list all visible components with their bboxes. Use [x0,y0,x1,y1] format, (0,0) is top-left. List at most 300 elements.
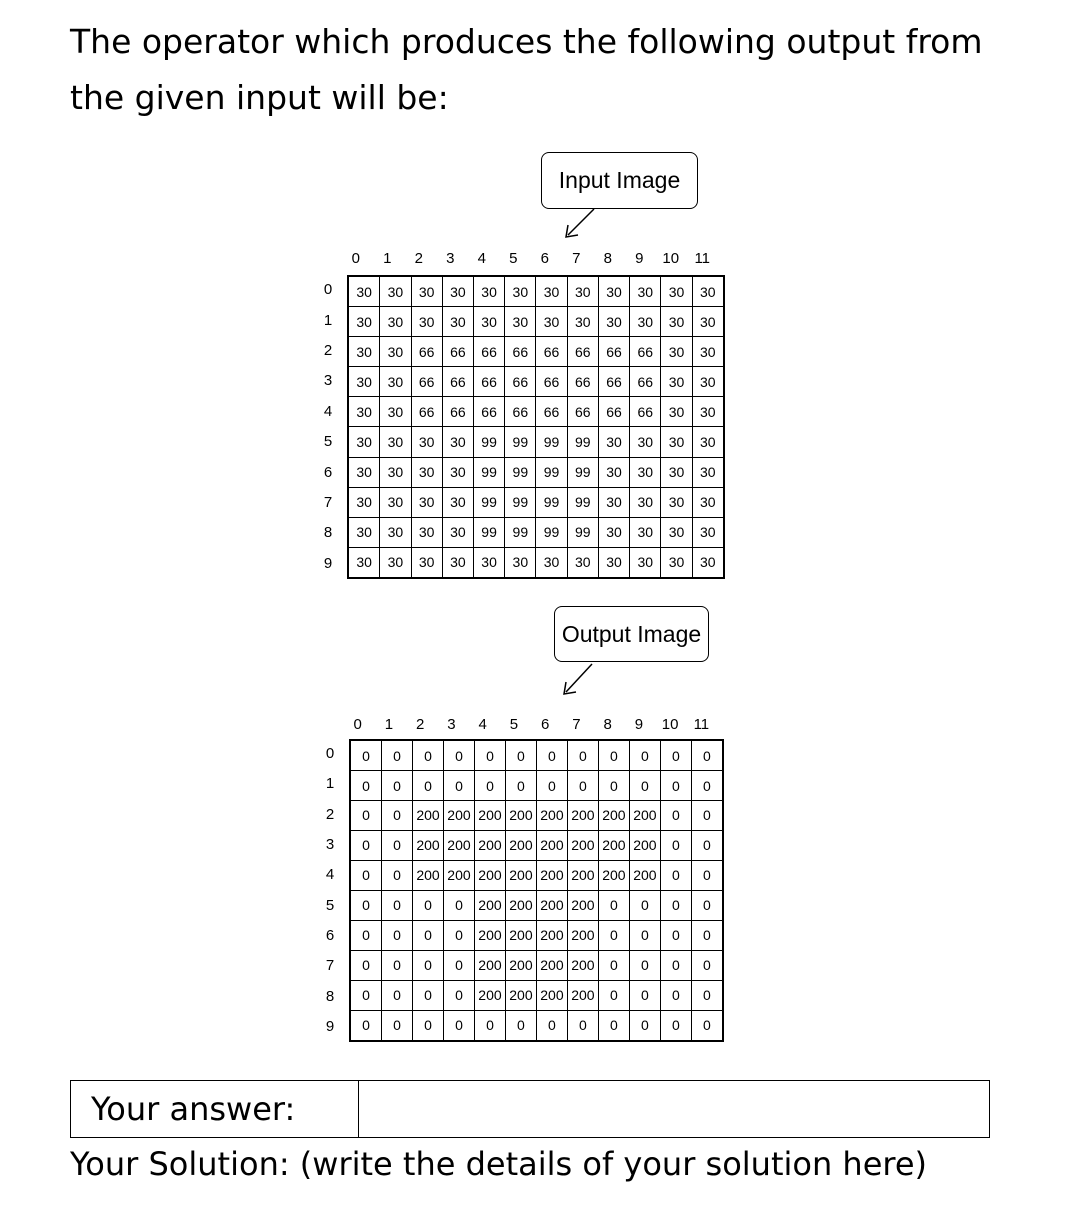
matrix-cell: 30 [505,547,536,578]
answer-box [70,1080,990,1138]
matrix-row [348,397,724,427]
matrix-cell: 99 [505,487,536,517]
matrix-cell: 66 [567,397,598,427]
matrix-cell: 0 [382,890,413,920]
matrix-cell: 0 [443,950,474,980]
matrix-cell: 30 [661,397,692,427]
input-image-label: Input Image [558,167,681,193]
matrix-cell: 30 [411,276,442,307]
row-header: 5 [323,433,333,451]
matrix-cell: 0 [629,1010,660,1041]
matrix-cell: 66 [536,367,567,397]
matrix-cell: 0 [660,890,691,920]
matrix-cell: 66 [473,337,504,367]
matrix-cell: 30 [661,276,692,307]
matrix-cell: 30 [661,457,692,487]
col-header: 8 [603,250,612,267]
col-header: 3 [447,716,456,733]
output-matrix [349,739,724,1042]
matrix-cell: 30 [380,517,411,547]
matrix-cell: 0 [382,950,413,980]
matrix-cell: 30 [442,457,473,487]
matrix-cell: 200 [474,860,505,890]
matrix-cell: 0 [350,1010,382,1041]
matrix-cell: 30 [442,547,473,578]
matrix-cell: 200 [505,830,536,860]
input-image-arrow-icon [560,205,610,245]
row-header: 1 [325,775,335,793]
matrix-cell: 30 [536,307,567,337]
matrix-cell: 200 [536,860,567,890]
matrix-row [348,307,724,337]
matrix-cell: 30 [380,397,411,427]
matrix-cell: 30 [598,547,629,578]
matrix-cell: 0 [413,740,444,771]
matrix-cell: 66 [442,367,473,397]
matrix-cell: 200 [505,801,536,831]
matrix-cell: 200 [505,860,536,890]
matrix-cell: 200 [536,801,567,831]
matrix-cell: 66 [536,337,567,367]
matrix-cell: 30 [380,337,411,367]
matrix-cell: 200 [629,801,660,831]
col-header: 7 [572,716,581,733]
matrix-row [348,337,724,367]
matrix-cell: 30 [411,517,442,547]
matrix-cell: 0 [660,860,691,890]
matrix-cell: 99 [567,427,598,457]
matrix-row [350,1010,723,1041]
col-header: 4 [477,250,486,267]
question-text [70,14,1030,126]
matrix-cell: 0 [691,890,723,920]
matrix-cell: 0 [629,980,660,1010]
answer-input[interactable] [359,1081,989,1137]
col-header: 6 [540,250,549,267]
matrix-cell: 200 [567,860,598,890]
matrix-cell: 30 [473,307,504,337]
matrix-cell: 99 [473,457,504,487]
matrix-cell: 0 [691,830,723,860]
matrix-row [350,860,723,890]
matrix-cell: 30 [630,276,661,307]
matrix-cell: 200 [536,830,567,860]
matrix-cell: 200 [443,860,474,890]
matrix-cell: 30 [692,517,724,547]
col-header: 11 [694,250,711,267]
matrix-cell: 0 [350,860,382,890]
matrix-cell: 0 [660,771,691,801]
matrix-row [350,920,723,950]
matrix-cell: 200 [567,980,598,1010]
matrix-row [350,771,723,801]
matrix-cell: 0 [443,740,474,771]
matrix-cell: 0 [505,771,536,801]
matrix-cell: 30 [661,487,692,517]
matrix-row [350,950,723,980]
matrix-cell: 30 [380,307,411,337]
row-header: 9 [323,554,333,572]
matrix-cell: 30 [567,307,598,337]
col-header: 0 [351,250,360,267]
matrix-cell: 200 [474,920,505,950]
matrix-cell: 30 [630,547,661,578]
matrix-cell: 0 [413,920,444,950]
col-header: 4 [478,716,487,733]
matrix-cell: 0 [443,920,474,950]
col-header: 1 [384,716,394,733]
matrix-cell: 200 [474,980,505,1010]
matrix-cell: 30 [411,457,442,487]
matrix-row [348,367,724,397]
matrix-cell: 30 [692,547,724,578]
matrix-cell: 0 [474,740,505,771]
col-header: 5 [509,250,518,267]
matrix-cell: 30 [661,547,692,578]
matrix-cell: 30 [380,457,411,487]
matrix-cell: 0 [660,980,691,1010]
matrix-cell: 0 [567,771,598,801]
matrix-cell: 30 [380,367,411,397]
matrix-cell: 66 [411,337,442,367]
matrix-cell: 30 [348,367,380,397]
matrix-cell: 30 [411,427,442,457]
matrix-cell: 0 [691,771,723,801]
col-header: 2 [414,250,423,267]
row-header: 2 [325,805,335,823]
matrix-cell: 0 [474,1010,505,1041]
matrix-cell: 30 [348,457,380,487]
matrix-row [350,890,723,920]
matrix-cell: 30 [473,276,504,307]
matrix-cell: 66 [505,367,536,397]
matrix-cell: 99 [567,457,598,487]
matrix-cell: 30 [692,307,724,337]
matrix-cell: 66 [442,397,473,427]
matrix-cell: 0 [536,1010,567,1041]
matrix-cell: 0 [413,980,444,1010]
matrix-cell: 30 [473,547,504,578]
row-header: 6 [323,463,333,481]
matrix-cell: 0 [350,890,382,920]
row-header: 0 [323,281,333,299]
matrix-cell: 66 [505,397,536,427]
matrix-cell: 200 [629,860,660,890]
matrix-row [348,547,724,578]
matrix-cell: 0 [382,801,413,831]
row-header: 9 [325,1017,335,1035]
row-header: 7 [325,957,335,975]
matrix-cell: 200 [413,830,444,860]
matrix-cell: 0 [350,771,382,801]
matrix-cell: 99 [505,457,536,487]
matrix-cell: 0 [629,950,660,980]
matrix-cell: 99 [473,427,504,457]
col-header: 10 [662,250,680,267]
matrix-cell: 200 [505,950,536,980]
matrix-cell: 200 [598,830,629,860]
col-header: 7 [572,250,581,267]
matrix-cell: 30 [411,487,442,517]
matrix-cell: 0 [598,890,629,920]
col-header: 5 [509,716,519,733]
matrix-cell: 0 [413,1010,444,1041]
matrix-cell: 66 [411,367,442,397]
matrix-cell: 0 [474,771,505,801]
matrix-cell: 0 [660,801,691,831]
matrix-cell: 200 [474,950,505,980]
matrix-cell: 200 [505,890,536,920]
matrix-cell: 0 [691,950,723,980]
matrix-cell: 0 [598,920,629,950]
matrix-cell: 0 [443,980,474,1010]
matrix-cell: 30 [380,276,411,307]
matrix-cell: 200 [505,980,536,1010]
solution-label: Your Solution: (write the details of your solution here) [70,1145,927,1183]
matrix-cell: 0 [598,980,629,1010]
matrix-cell: 0 [505,740,536,771]
matrix-cell: 0 [691,920,723,950]
matrix-cell: 200 [474,801,505,831]
matrix-cell: 0 [350,920,382,950]
matrix-cell: 200 [443,801,474,831]
matrix-cell: 30 [630,427,661,457]
matrix-cell: 0 [350,950,382,980]
matrix-row [350,830,723,860]
matrix-cell: 66 [567,367,598,397]
matrix-cell: 30 [411,547,442,578]
matrix-cell: 30 [692,276,724,307]
matrix-cell: 30 [380,487,411,517]
row-header: 6 [325,926,335,944]
matrix-cell: 0 [443,890,474,920]
matrix-cell: 30 [442,487,473,517]
matrix-cell: 0 [350,740,382,771]
matrix-cell: 0 [350,980,382,1010]
matrix-cell: 30 [630,307,661,337]
matrix-cell: 30 [348,427,380,457]
output-image-callout [554,606,709,662]
matrix-cell: 30 [348,487,380,517]
matrix-cell: 200 [536,950,567,980]
output-image-arrow-icon [558,660,608,700]
matrix-cell: 30 [380,427,411,457]
matrix-cell: 0 [598,950,629,980]
matrix-cell: 200 [443,830,474,860]
row-header: 8 [323,524,333,542]
matrix-cell: 99 [473,487,504,517]
matrix-cell: 30 [692,427,724,457]
matrix-cell: 30 [442,517,473,547]
row-header: 5 [325,896,335,914]
matrix-cell: 0 [536,740,567,771]
matrix-cell: 0 [598,1010,629,1041]
matrix-cell: 99 [536,487,567,517]
matrix-cell: 30 [442,427,473,457]
matrix-cell: 66 [442,337,473,367]
matrix-cell: 200 [567,890,598,920]
row-header: 0 [325,745,335,763]
matrix-cell: 30 [598,457,629,487]
matrix-cell: 66 [630,337,661,367]
col-header: 11 [693,716,710,733]
matrix-cell: 200 [567,830,598,860]
matrix-cell: 99 [505,517,536,547]
col-header: 6 [540,716,550,733]
matrix-cell: 0 [382,920,413,950]
col-header: 8 [603,716,612,733]
matrix-cell: 30 [442,307,473,337]
matrix-cell: 0 [382,860,413,890]
matrix-cell: 30 [348,307,380,337]
matrix-cell: 200 [505,920,536,950]
col-header: 9 [635,250,644,267]
row-header: 3 [323,372,333,390]
matrix-cell: 30 [598,487,629,517]
matrix-cell: 200 [536,980,567,1010]
matrix-cell: 30 [692,337,724,367]
matrix-cell: 0 [629,920,660,950]
matrix-cell: 66 [630,397,661,427]
matrix-cell: 30 [598,427,629,457]
matrix-cell: 0 [350,830,382,860]
matrix-cell: 200 [474,890,505,920]
matrix-row [350,801,723,831]
matrix-cell: 200 [474,830,505,860]
matrix-cell: 200 [629,830,660,860]
col-header: 9 [634,716,644,733]
answer-label: Your answer: [71,1081,359,1137]
matrix-row [348,457,724,487]
matrix-cell: 30 [692,367,724,397]
matrix-cell: 0 [567,1010,598,1041]
matrix-cell: 30 [598,307,629,337]
row-header: 4 [325,866,335,884]
matrix-cell: 30 [661,367,692,397]
matrix-cell: 0 [443,771,474,801]
matrix-cell: 0 [660,830,691,860]
matrix-cell: 30 [661,517,692,547]
matrix-cell: 66 [598,397,629,427]
matrix-cell: 200 [567,801,598,831]
matrix-cell: 30 [348,276,380,307]
row-header: 8 [325,987,335,1005]
matrix-cell: 0 [505,1010,536,1041]
matrix-cell: 30 [692,487,724,517]
matrix-cell: 200 [413,801,444,831]
matrix-cell: 0 [382,771,413,801]
col-header: 1 [383,250,392,267]
matrix-cell: 30 [411,307,442,337]
matrix-cell: 0 [567,740,598,771]
matrix-cell: 30 [661,337,692,367]
matrix-cell: 0 [382,980,413,1010]
matrix-cell: 30 [348,547,380,578]
matrix-cell: 0 [443,1010,474,1041]
matrix-cell: 0 [598,740,629,771]
matrix-row [348,427,724,457]
matrix-cell: 200 [567,920,598,950]
matrix-cell: 0 [660,920,691,950]
question-line-2: the given input will be: [70,78,449,117]
matrix-cell: 30 [348,397,380,427]
matrix-cell: 30 [536,547,567,578]
matrix-cell: 0 [691,801,723,831]
matrix-cell: 66 [630,367,661,397]
matrix-cell: 200 [598,860,629,890]
matrix-row [348,487,724,517]
matrix-cell: 0 [629,771,660,801]
matrix-cell: 99 [536,427,567,457]
matrix-cell: 200 [567,950,598,980]
matrix-cell: 30 [630,487,661,517]
matrix-cell: 0 [350,801,382,831]
matrix-cell: 66 [473,367,504,397]
row-header: 7 [323,494,333,511]
matrix-cell: 30 [348,337,380,367]
matrix-cell: 30 [567,276,598,307]
matrix-cell: 0 [382,1010,413,1041]
matrix-cell: 0 [413,890,444,920]
matrix-cell: 0 [691,860,723,890]
matrix-cell: 30 [661,307,692,337]
matrix-row [350,980,723,1010]
matrix-cell: 99 [536,517,567,547]
matrix-cell: 30 [380,547,411,578]
matrix-cell: 30 [630,457,661,487]
matrix-cell: 30 [692,457,724,487]
output-image-label: Output Image [561,620,702,647]
matrix-cell: 0 [413,771,444,801]
matrix-cell: 200 [536,890,567,920]
matrix-row [348,276,724,307]
matrix-cell: 0 [382,740,413,771]
col-header: 0 [353,716,362,733]
matrix-cell: 30 [598,276,629,307]
matrix-cell: 0 [598,771,629,801]
matrix-cell: 0 [660,950,691,980]
matrix-cell: 99 [567,487,598,517]
matrix-cell: 99 [505,427,536,457]
matrix-cell: 99 [567,517,598,547]
row-header: 1 [323,311,333,329]
matrix-row [350,740,723,771]
row-header: 2 [323,342,333,359]
col-header: 2 [415,716,425,733]
matrix-cell: 30 [598,517,629,547]
matrix-cell: 30 [536,276,567,307]
matrix-cell: 0 [629,890,660,920]
matrix-cell: 66 [567,337,598,367]
input-image-callout [541,152,698,209]
matrix-cell: 0 [691,1010,723,1041]
matrix-cell: 0 [629,740,660,771]
matrix-cell: 66 [505,337,536,367]
matrix-cell: 66 [411,397,442,427]
matrix-cell: 30 [630,517,661,547]
matrix-cell: 30 [348,517,380,547]
matrix-cell: 30 [505,307,536,337]
matrix-cell: 66 [598,337,629,367]
matrix-cell: 99 [536,457,567,487]
col-header: 10 [661,716,679,733]
matrix-cell: 99 [473,517,504,547]
question-line-1: The operator which produces the following output from [70,22,983,61]
col-header: 3 [446,250,455,267]
matrix-cell: 30 [442,276,473,307]
matrix-cell: 0 [536,771,567,801]
matrix-cell: 0 [660,1010,691,1041]
